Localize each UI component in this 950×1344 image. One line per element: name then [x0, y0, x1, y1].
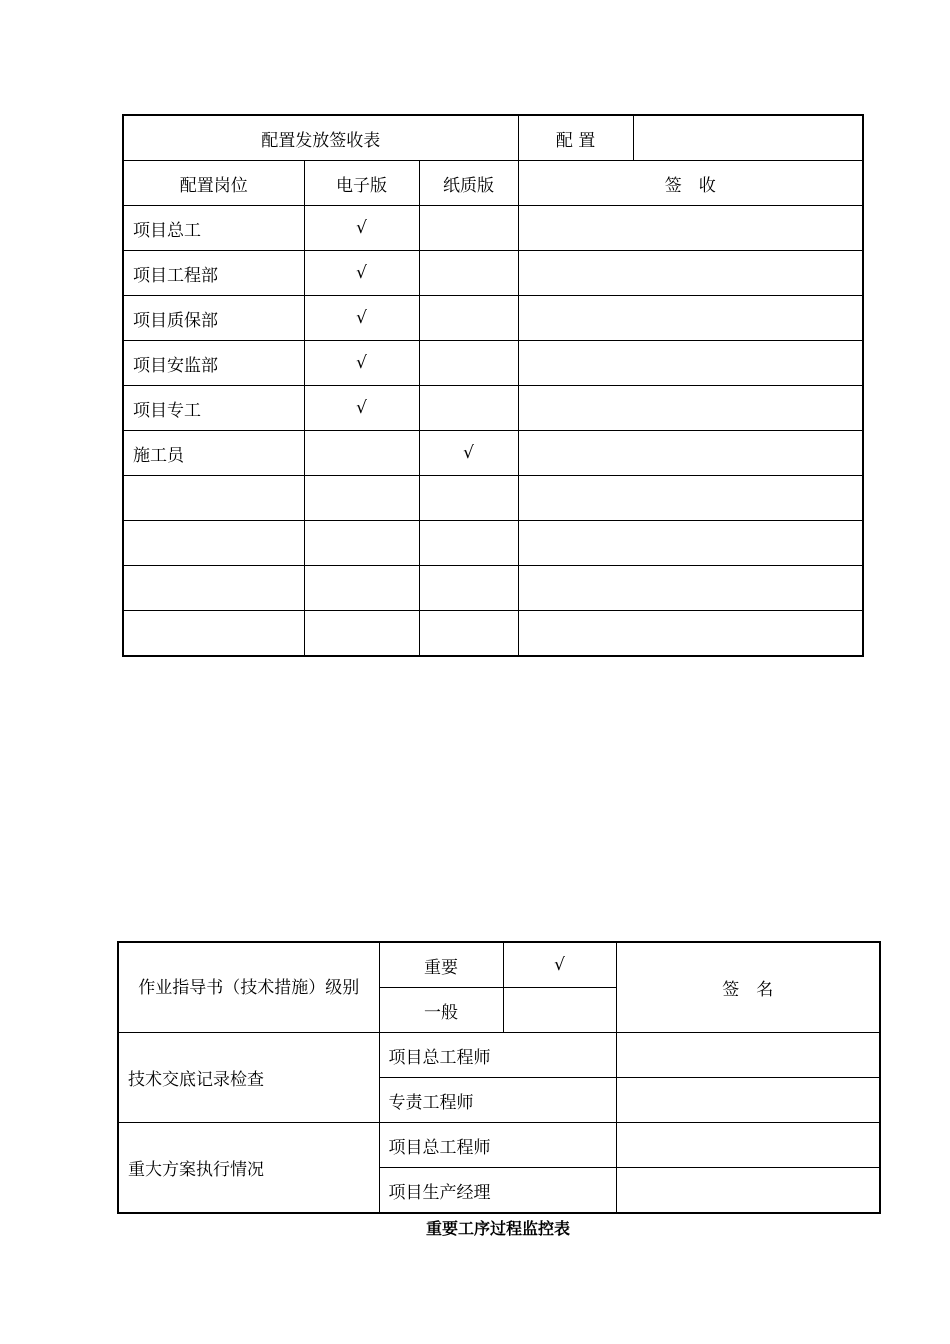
electronic-check	[304, 521, 419, 566]
table-row	[123, 386, 863, 431]
process-monitor-table	[117, 941, 881, 1214]
paper-check	[419, 386, 518, 431]
sign-cell	[616, 1033, 880, 1078]
paper-check	[419, 611, 518, 657]
sign-cell	[518, 386, 863, 431]
header-sign: 签 收	[518, 161, 863, 206]
post-cell: 项目质保部	[123, 296, 304, 341]
sign-cell	[518, 611, 863, 657]
distribution-sign-table	[122, 114, 864, 657]
table-row	[123, 431, 863, 476]
paper-check	[419, 206, 518, 251]
table-title: 配置发放签收表	[123, 115, 518, 161]
role-cell: 项目生产经理	[379, 1168, 616, 1214]
post-cell	[123, 611, 304, 657]
table-row	[123, 476, 863, 521]
paper-check	[419, 476, 518, 521]
general-label: 一般	[379, 988, 503, 1033]
paper-check	[419, 341, 518, 386]
sign-cell	[616, 1168, 880, 1214]
header-paper: 纸质版	[419, 161, 518, 206]
electronic-check: √	[304, 251, 419, 296]
electronic-check: √	[304, 341, 419, 386]
post-cell: 项目安监部	[123, 341, 304, 386]
paper-check	[419, 251, 518, 296]
config-label: 配 置	[518, 115, 633, 161]
table-row	[118, 1123, 880, 1168]
table-row	[118, 1033, 880, 1078]
sign-cell	[518, 206, 863, 251]
config-value	[633, 115, 863, 161]
electronic-check	[304, 476, 419, 521]
sign-cell	[518, 566, 863, 611]
role-cell: 项目总工程师	[379, 1123, 616, 1168]
section-name: 技术交底记录检查	[118, 1033, 379, 1123]
sign-cell	[518, 476, 863, 521]
paper-check	[419, 566, 518, 611]
electronic-check	[304, 431, 419, 476]
level-label: 作业指导书（技术措施）级别	[118, 942, 379, 1033]
post-cell	[123, 476, 304, 521]
sign-cell	[518, 341, 863, 386]
role-cell: 专责工程师	[379, 1078, 616, 1123]
paper-check: √	[419, 431, 518, 476]
sign-cell	[518, 296, 863, 341]
table-row	[123, 611, 863, 657]
sign-cell	[518, 251, 863, 296]
role-cell: 项目总工程师	[379, 1033, 616, 1078]
important-check: √	[503, 942, 616, 988]
table-row	[123, 566, 863, 611]
electronic-check	[304, 566, 419, 611]
electronic-check	[304, 611, 419, 657]
table-row	[123, 296, 863, 341]
post-cell: 项目总工	[123, 206, 304, 251]
post-cell: 项目专工	[123, 386, 304, 431]
sign-cell	[518, 431, 863, 476]
table-row	[123, 206, 863, 251]
electronic-check: √	[304, 386, 419, 431]
post-cell: 项目工程部	[123, 251, 304, 296]
sign-header: 签 名	[616, 942, 880, 1033]
sign-cell	[518, 521, 863, 566]
sign-cell	[616, 1078, 880, 1123]
post-cell: 施工员	[123, 431, 304, 476]
sign-cell	[616, 1123, 880, 1168]
electronic-check: √	[304, 206, 419, 251]
table-row	[123, 251, 863, 296]
section-name: 重大方案执行情况	[118, 1123, 379, 1214]
post-cell	[123, 521, 304, 566]
table-row	[123, 341, 863, 386]
header-electronic: 电子版	[304, 161, 419, 206]
table-caption: 重要工序过程监控表	[425, 1219, 570, 1238]
paper-check	[419, 521, 518, 566]
table-row	[123, 521, 863, 566]
important-label: 重要	[379, 942, 503, 988]
electronic-check: √	[304, 296, 419, 341]
general-check	[503, 988, 616, 1033]
post-cell	[123, 566, 304, 611]
header-post: 配置岗位	[123, 161, 304, 206]
paper-check	[419, 296, 518, 341]
